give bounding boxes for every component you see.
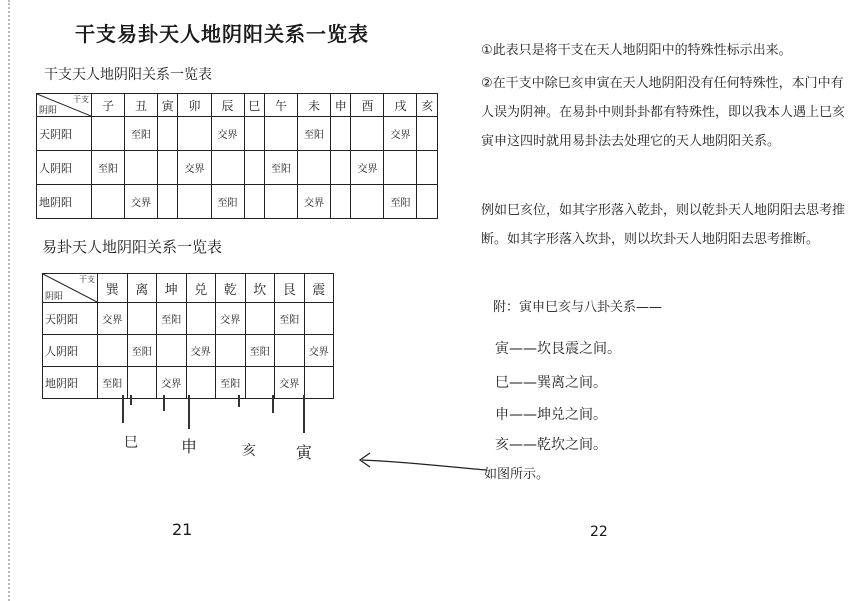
appendix-title: 附：寅申巳亥与八卦关系——	[493, 300, 663, 315]
table-cell	[275, 335, 305, 367]
table-cell: 交界	[351, 151, 384, 185]
table-cell	[158, 151, 178, 185]
column-header: 离	[127, 274, 157, 303]
table-cell: 至阳	[245, 335, 275, 367]
table2-header-row	[43, 274, 334, 303]
table-cell: 至阳	[275, 303, 305, 335]
row-label: 地阴阳	[43, 367, 98, 399]
table-cell: 交界	[211, 117, 244, 151]
table-row	[43, 367, 334, 399]
table-cell	[178, 117, 211, 151]
table-cell	[158, 185, 178, 219]
table-cell: 至阳	[216, 367, 246, 399]
table2-corner-cell	[43, 274, 98, 303]
table-cell: 至阳	[98, 367, 128, 399]
ganzhi-yinyang-table	[36, 93, 438, 219]
table-cell	[245, 367, 275, 399]
pointer-tick	[130, 395, 132, 405]
branch-mark-shen: 申	[181, 437, 198, 456]
table-cell	[127, 303, 157, 335]
table-cell	[264, 117, 297, 151]
table-cell	[178, 185, 211, 219]
pointer-tick	[272, 395, 274, 413]
relation-line: 亥——乾坎之间。	[495, 437, 607, 453]
table-cell	[245, 303, 275, 335]
table-cell	[244, 185, 264, 219]
column-header: 午	[264, 94, 297, 117]
column-header: 巽	[98, 274, 128, 303]
table-row	[37, 185, 438, 219]
table-cell: 至阳	[211, 185, 244, 219]
table-cell	[157, 335, 187, 367]
pointer-tick	[303, 395, 305, 433]
column-header: 申	[331, 94, 351, 117]
table-cell	[244, 117, 264, 151]
corner-top-label: 干支	[73, 95, 89, 104]
branch-mark-yin: 寅	[296, 443, 313, 462]
table-cell	[158, 117, 178, 151]
table-cell: 至阳	[264, 151, 297, 185]
table-cell: 交界	[275, 367, 305, 399]
table-cell	[264, 185, 297, 219]
table-cell	[304, 367, 334, 399]
column-header: 亥	[417, 94, 438, 117]
table-cell	[417, 151, 438, 185]
table-cell	[304, 303, 334, 335]
table-cell: 交界	[178, 151, 211, 185]
table-cell	[331, 151, 351, 185]
table-cell	[297, 151, 330, 185]
branch-mark-si: 巳	[124, 435, 138, 451]
table2-heading: 易卦天人地阴阳关系一览表	[42, 238, 223, 256]
table-cell: 交界	[125, 185, 158, 219]
table1-corner-cell	[37, 94, 92, 117]
pointer-tick	[188, 395, 190, 429]
table-cell: 交界	[216, 303, 246, 335]
table-cell: 交界	[157, 367, 187, 399]
table-cell	[417, 185, 438, 219]
page-number-right: 22	[590, 524, 608, 540]
left-arrow-icon	[350, 448, 490, 478]
column-header: 兑	[186, 274, 216, 303]
table-cell	[331, 185, 351, 219]
table-cell: 至阳	[127, 335, 157, 367]
column-header: 丑	[125, 94, 158, 117]
note-3: 例如巳亥位，如其字形落入乾卦，则以乾卦天人地阴阳去思考推断。如其字形落入坎卦，则以坎卦天人地阴阳去思考推断。	[481, 203, 846, 247]
corner-bottom-label: 阴阳	[45, 292, 64, 302]
table-cell	[351, 185, 384, 219]
table-cell: 至阳	[297, 117, 330, 151]
table1-heading: 干支天人地阴阳关系一览表	[44, 67, 212, 83]
table-cell	[92, 185, 125, 219]
table-cell: 至阳	[157, 303, 187, 335]
column-header: 戌	[384, 94, 417, 117]
pointer-tick	[238, 395, 240, 407]
branch-mark-hai: 亥	[242, 443, 256, 459]
table-cell	[98, 335, 128, 367]
table-row	[43, 335, 334, 367]
table-cell	[216, 335, 246, 367]
trigram-yinyang-table	[42, 273, 334, 399]
row-label: 地阴阳	[37, 185, 92, 219]
table-cell: 交界	[384, 117, 417, 151]
page-title: 干支易卦天人地阴阳关系一览表	[75, 22, 369, 46]
table-cell	[384, 151, 417, 185]
table-cell: 交界	[186, 335, 216, 367]
column-header: 坎	[245, 274, 275, 303]
row-label: 人阴阳	[37, 151, 92, 185]
column-header: 未	[297, 94, 330, 117]
pointer-tick	[122, 395, 124, 423]
table-cell: 交界	[304, 335, 334, 367]
table-cell	[186, 367, 216, 399]
table1-header-row	[37, 94, 438, 117]
table-row	[37, 117, 438, 151]
table-row	[37, 151, 438, 185]
column-header: 辰	[211, 94, 244, 117]
table-cell: 至阳	[92, 151, 125, 185]
table-row	[43, 303, 334, 335]
table-cell	[244, 151, 264, 185]
corner-bottom-label: 阴阳	[39, 106, 58, 116]
relation-line: 寅——坎艮震之间。	[495, 341, 621, 357]
table-cell	[186, 303, 216, 335]
column-header: 寅	[158, 94, 178, 117]
appendix-note: 如图所示。	[484, 467, 550, 482]
table-cell	[211, 151, 244, 185]
relation-line: 申——坤兑之间。	[495, 407, 607, 423]
relation-line: 巳——巽离之间。	[495, 375, 607, 391]
corner-top-label: 干支	[79, 275, 95, 284]
note-2: ②在干支中除巳亥申寅在天人地阴阳没有任何特殊性，本门中有人误为阴神。在易卦中则卦卦都有特殊性，即以我本人遇上巳亥寅申这四时就用易卦法去处理它的天人地阴阳关系。	[481, 76, 846, 149]
row-label: 人阴阳	[43, 335, 98, 367]
column-header: 卯	[178, 94, 211, 117]
table-cell: 交界	[297, 185, 330, 219]
table-cell: 交界	[98, 303, 128, 335]
column-header: 子	[92, 94, 125, 117]
table-cell	[92, 117, 125, 151]
table-cell: 至阳	[384, 185, 417, 219]
table-cell	[127, 367, 157, 399]
pointer-tick	[163, 395, 165, 411]
column-header: 震	[304, 274, 334, 303]
column-header: 酉	[351, 94, 384, 117]
table-cell: 至阳	[125, 117, 158, 151]
column-header: 巳	[244, 94, 264, 117]
table-cell	[417, 117, 438, 151]
row-label: 天阴阳	[43, 303, 98, 335]
note-1: ①此表只是将干支在天人地阴阳中的特殊性标示出来。	[481, 43, 792, 58]
page-number-left: 21	[172, 520, 193, 539]
table-cell	[351, 117, 384, 151]
table-cell	[331, 117, 351, 151]
column-header: 乾	[216, 274, 246, 303]
column-header: 坤	[157, 274, 187, 303]
row-label: 天阴阳	[37, 117, 92, 151]
column-header: 艮	[275, 274, 305, 303]
table-cell	[125, 151, 158, 185]
scan-binding-edge	[8, 0, 12, 601]
